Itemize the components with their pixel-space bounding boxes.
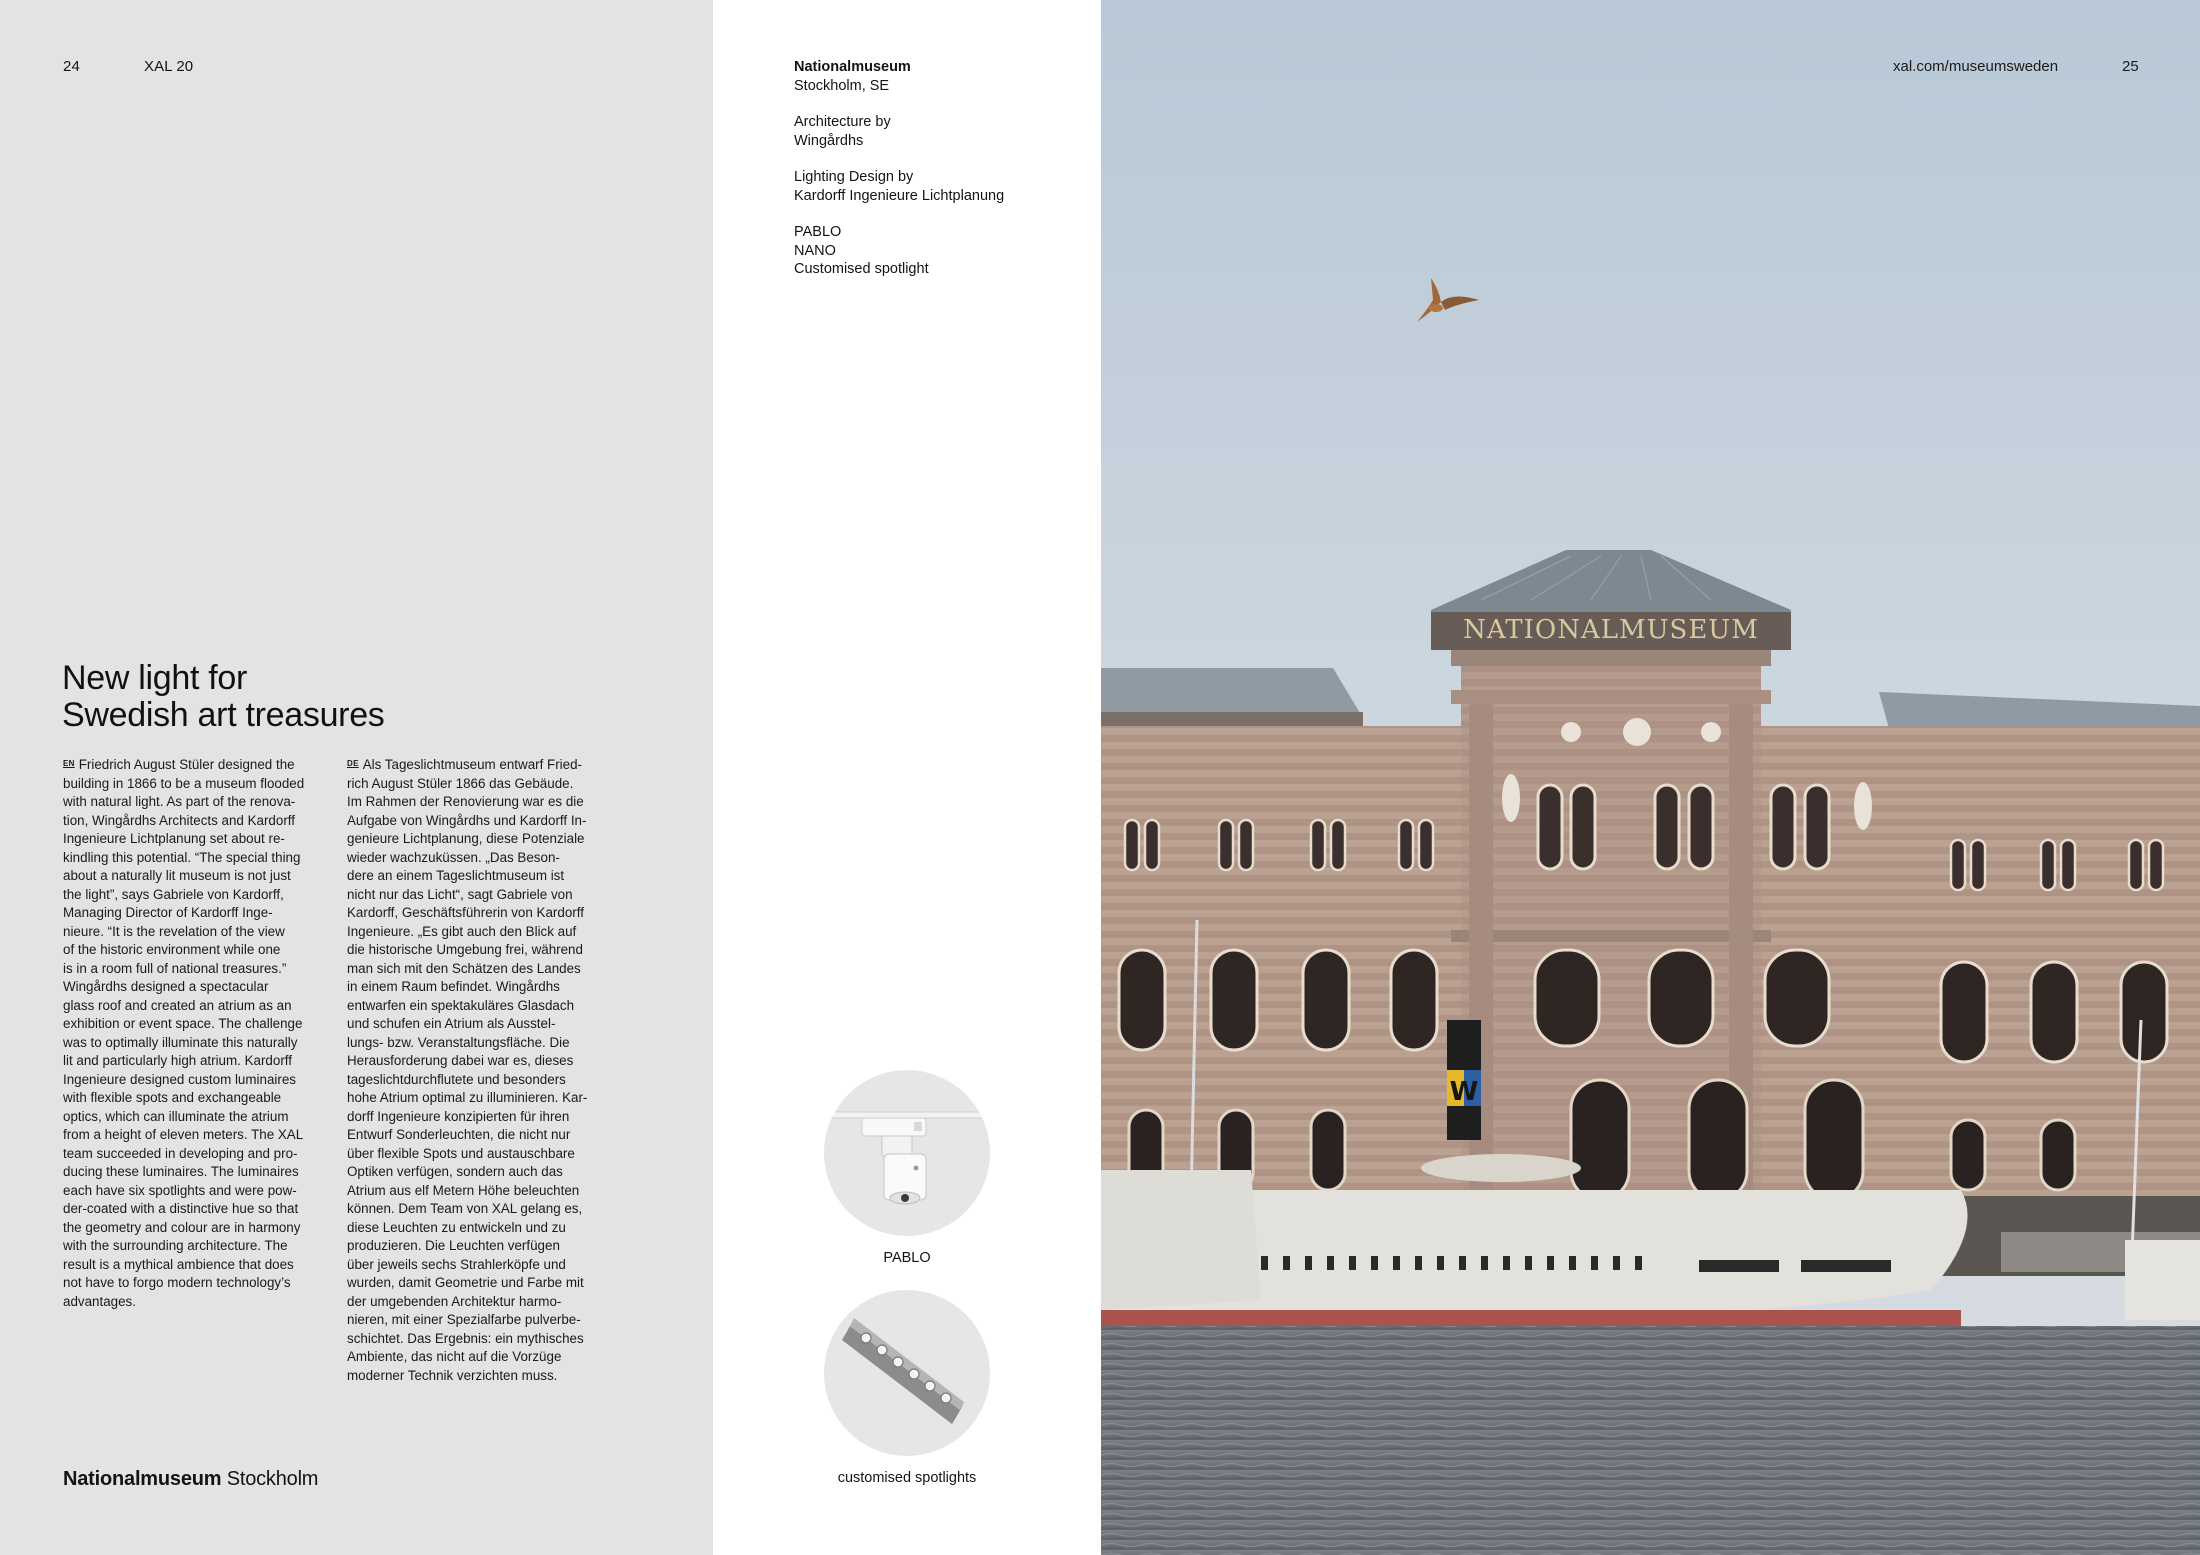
museum-photo-illustration [1101,0,2200,1555]
credit-project-name: Nationalmuseum [794,59,911,75]
facade-sign: NATIONALMUSEUM [1463,615,1759,645]
body-column-german [347,755,625,1385]
pablo-caption: PABLO [883,1250,931,1266]
body-column-english [63,755,341,1311]
website-url[interactable]: xal.com/museumsweden [1893,58,2059,75]
headline-line-1: New light for [62,659,248,697]
pablo-luminaire-icon [824,1070,990,1236]
footer-title-bold: Nationalmuseum [63,1468,222,1490]
credit-product-1: PABLO [794,224,842,240]
article-headline [62,660,662,734]
page-number-left: 24 [63,58,80,75]
body-text-english: Friedrich August Stüler designed the building in 1866 to be a museum flooded with natural light. As part of the renova- tion, Wingårdhs Architects and Kardorff Ingenieure Lichtplanung set about re- kindling this potential. “The special thing about a naturally lit museum is not just the light”, says Gabriele von Kardorff, Managing Director of Kardorff Inge- nieure. “It is the revelation of the view of the historic environment while one is in a room full of national treasures.” Wingårdhs designed a spectacular glass roof and created an atrium as an exhibition or event space. The challenge was to optimally illuminate this naturally lit and particularly high atrium. Kardorff Ingenieure designed custom luminaires with flexible spots and exchangeable optics, which can illuminate the atrium from a height of eleven meters. The XAL team succeeded in developing and pro- ducing these luminaires. The luminaires each have six spotlights and were pow- der-coated with a distinctive hue so that the geometry and colour are in harmony with the surrounding architecture. The result is a mythical ambience that does not have to forgo modern technology’s advantages. [63,757,305,1309]
credit-product-2: NANO [794,242,836,259]
customised-spotlight-icon [824,1290,990,1456]
credit-architecture-value: Wingårdhs [794,132,864,149]
page-footer-title [63,1468,318,1491]
moored-boat-right [2125,1240,2200,1320]
headline-line-2: Swedish art treasures [62,696,385,734]
left-page [0,0,713,1555]
pablo-luminaire-image [824,1070,990,1236]
funnel-letter: W [1449,1077,1479,1107]
customised-spotlight-image [824,1290,990,1456]
language-tag-de: DE [347,759,359,768]
ship-bow-cover [1101,1170,1261,1310]
customised-spotlights-caption: customised spotlights [837,1470,977,1486]
credits-page [713,0,1101,1555]
ship-canopy [1421,1154,1581,1182]
magazine-title: XAL 20 [144,58,194,75]
body-text-german: Als Tageslichtmuseum entwarf Fried- rich August Stüler 1866 das Gebäude. Im Rahmen der Renovierung war es die Aufgabe von Wingårdhs und Kardorff In- genieure Lichtplanung, diese Potenziale wieder wachzuküssen. „Das Beson- dere an einem Tageslichtmuseum ist nicht nur das Licht“, sagt Gabriele von Kardorff, Geschäftsführerin von Kardorff Ingenieure. „Es gibt auch den Blick auf die historische Umgebung frei, während man sich mit den Schätzen des Landes in einem Raum befindet. Wingårdhs entwarfen ein spektakuläres Glasdach und schufen ein Atrium als Ausstel- lungs- bzw. Veranstaltungsfläche. Die Herausforderung dabei war es, dieses tageslichtdurchflutete und besonders hohe Atrium optimal zu illuminieren. Kar- dorff Ingenieure konzipierten für ihren Entwurf Sonderleuchten, die nicht nur über flexible Spots und austauschbare Optiken verfügen, sondern auch das Atrium aus elf Metern Höhe beleuchten können. Dem Team von XAL gelang es, diese Leuchten zu entwickeln und zu produzieren. Die Leuchten verfügen über jeweils sechs Strahlerköpfe und wurden, damit Geometrie und Farbe mit der umgebenden Architektur harmo- nieren, mit einer Spezialfarbe pulverbe- schichtet. Das Ergebnis: ein mythisches Ambiente, das nicht auf die Vorzüge moderner Technik verzichten muss. [347,757,588,1383]
footer-title-regular: Stockholm [226,1468,319,1490]
left-wing-roof [1101,668,1363,718]
credit-lighting-value: Kardorff Ingenieure Lichtplanung [794,187,1005,204]
page-number-right: 25 [2122,58,2139,75]
project-credits [794,58,1094,297]
language-tag-en: EN [63,759,75,768]
nationalmuseum-photograph [1101,0,2200,1555]
credit-location: Stockholm, SE [794,77,890,94]
water [1101,1326,2200,1555]
credit-lighting-label: Lighting Design by [794,169,914,185]
credit-architecture-label: Architecture by [794,114,891,130]
credit-product-3: Customised spotlight [794,261,929,277]
